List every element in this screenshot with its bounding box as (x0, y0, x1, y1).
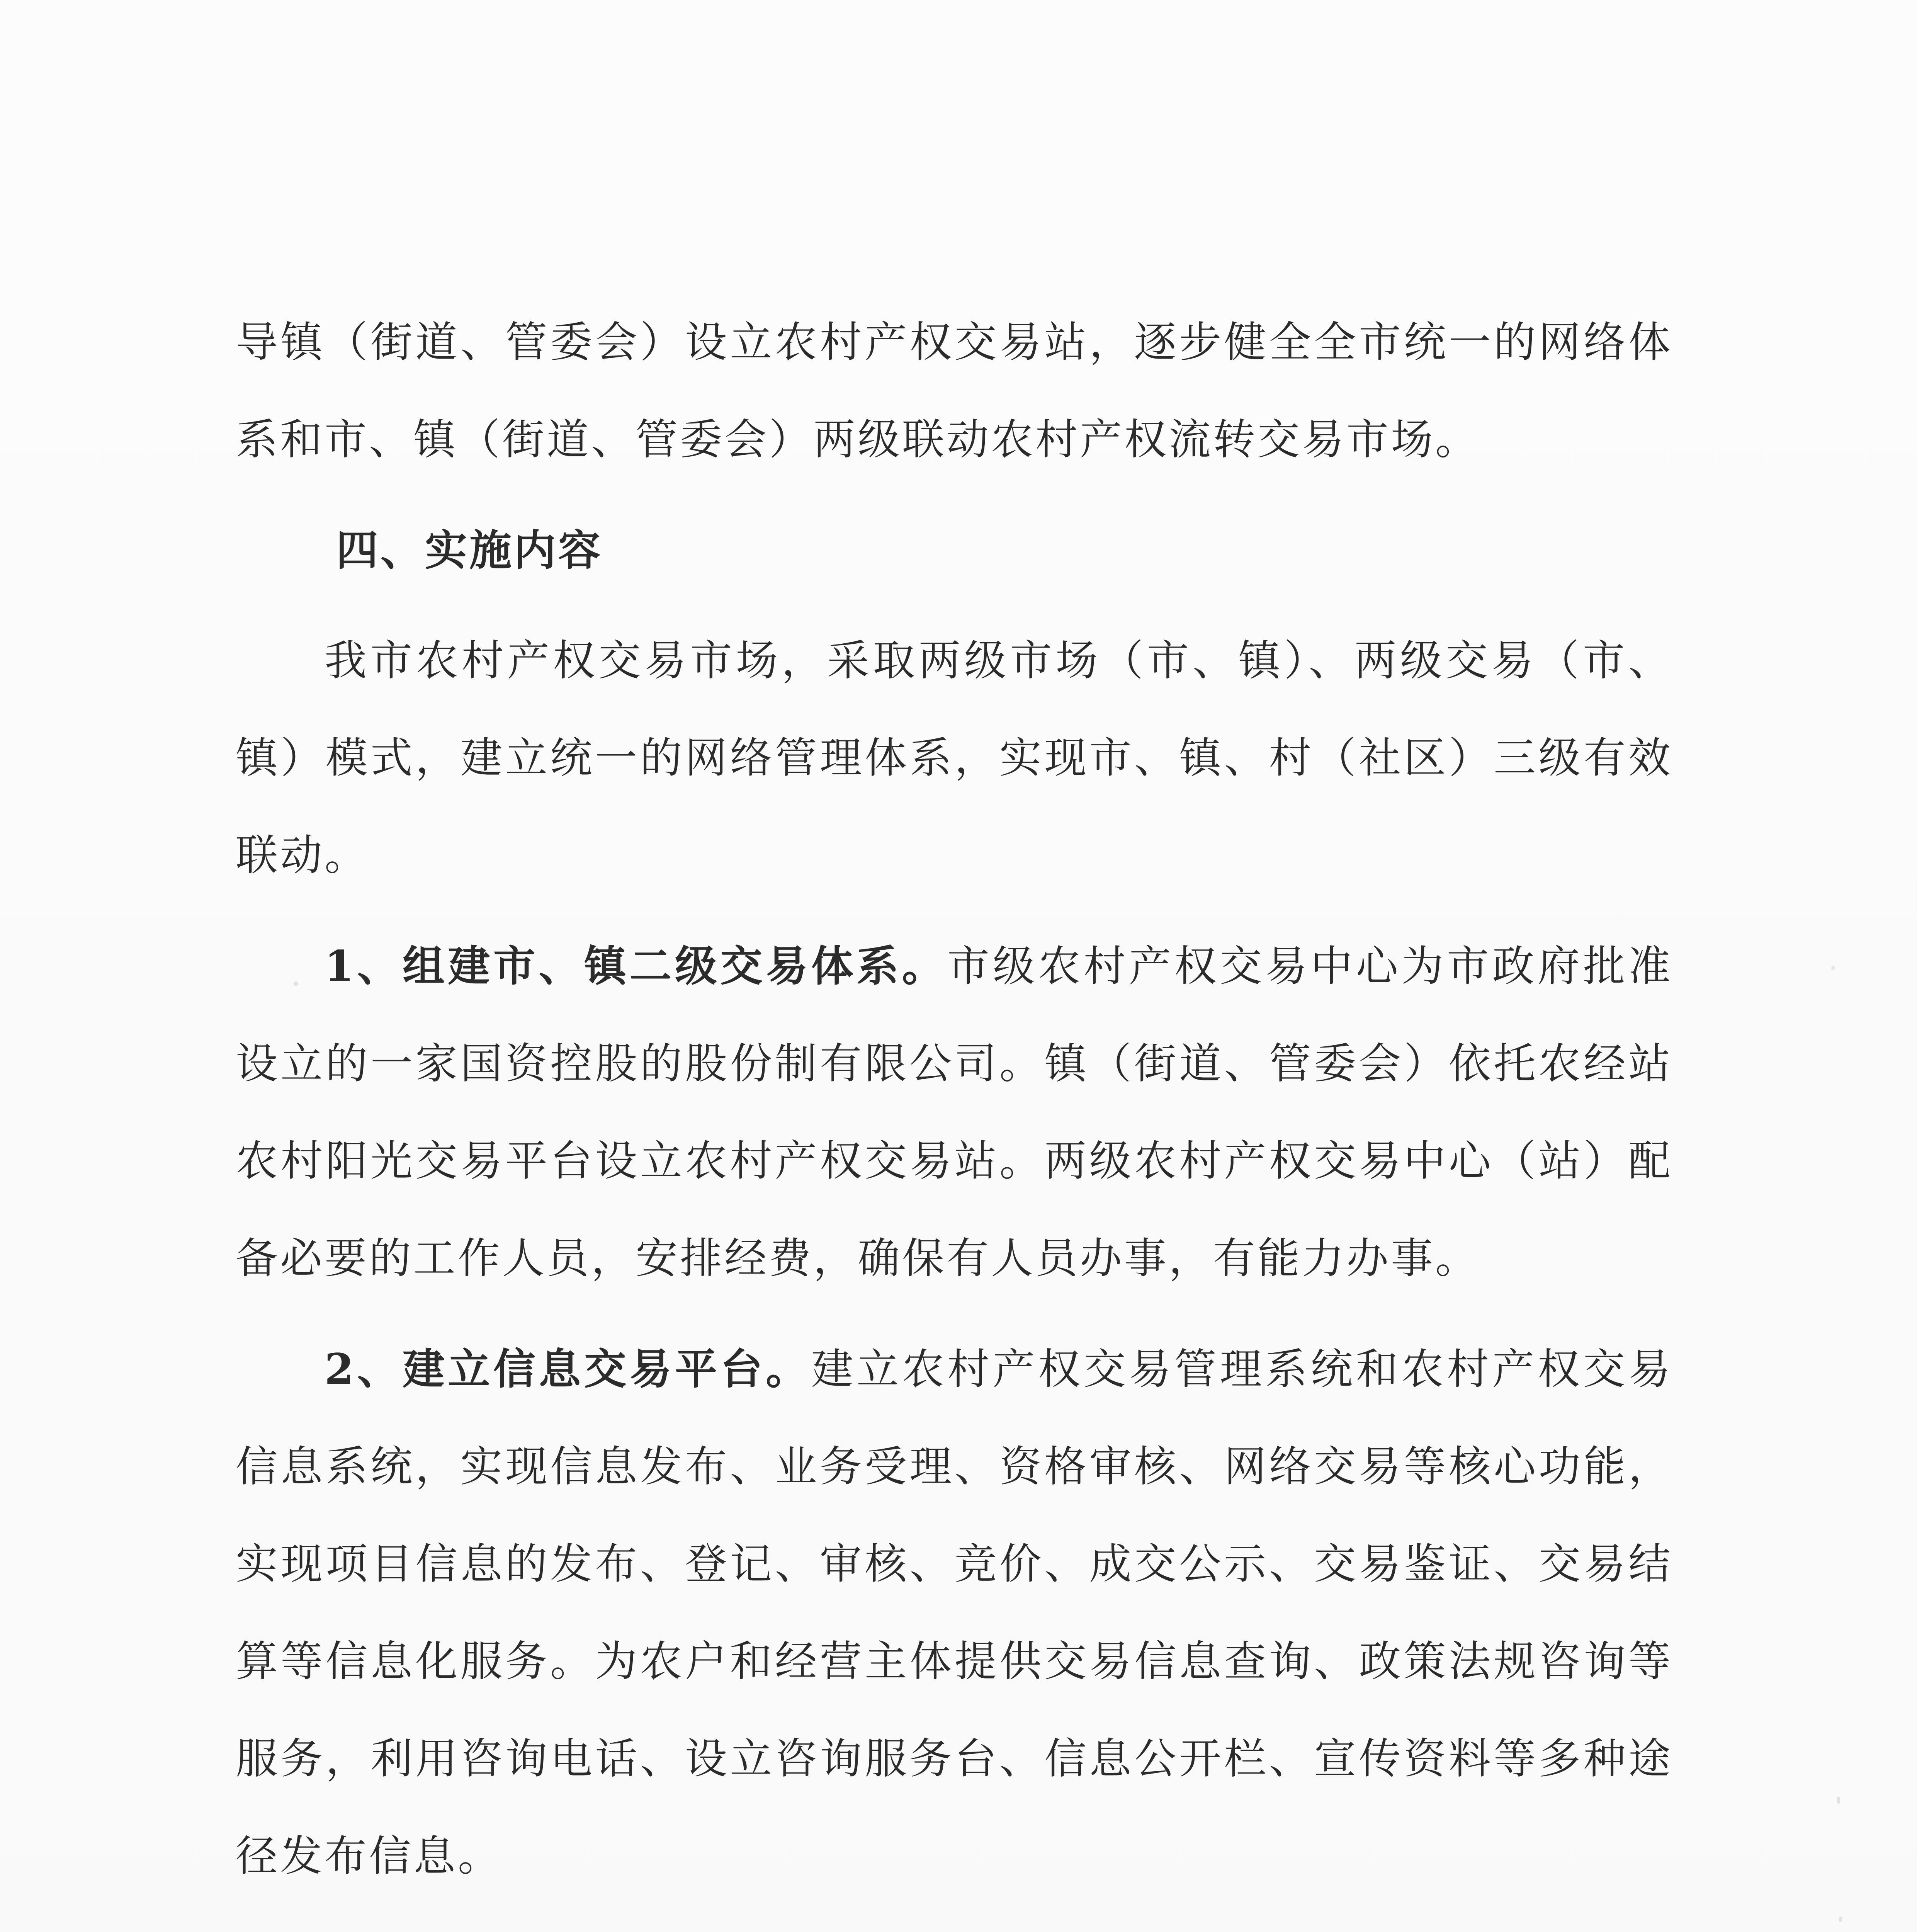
paragraph-body-text: 市级农村产权交易中心为市政府批准设立的一家国资控股的股份制有限公司。镇（街道、管委会）依托农经站农村阳光交易平台设立农村产权交易站。两级农村产权交易中心（站）配备必要的工作人员，安排经费，确保有人员办事，有能力办事。 (236, 942, 1673, 1283)
paragraph-lead-text: 2、建立信息交易平台。 (325, 1344, 811, 1394)
scan-speck (1831, 966, 1835, 970)
numbered-paragraph-3 (236, 1918, 1673, 1932)
paragraph-body-text: 建立农村产权交易管理系统和农村产权交易信息系统，实现信息发布、业务受理、资格审核、网络交易等核心功能，实现项目信息的发布、登记、审核、竞价、成交公示、交易鉴证、交易结算等信息化服务。为农户和经营主体提供交易信息查询、政策法规咨询等服务，利用咨询电话、设立咨询服务台、信息公开栏、宣传资料等多种途径发布信息。 (236, 1345, 1673, 1881)
paragraph-continuation (236, 294, 1673, 488)
scan-speck (1839, 1917, 1842, 1922)
paragraph-text: 我市农村产权交易市场，采取两级市场（市、镇）、两级交易（市、镇）模式，建立统一的网络管理体系，实现市、镇、村（社区）三级有效联动。 (236, 636, 1673, 880)
numbered-paragraph-2 (236, 1320, 1673, 1905)
section-heading (236, 502, 1673, 599)
document-body (236, 294, 1673, 1932)
scan-speck (1837, 1797, 1840, 1804)
paragraph-lead-text: 1、组建市、镇二级交易体系。 (325, 941, 948, 991)
numbered-paragraph-1 (236, 917, 1673, 1307)
paragraph-text: 导镇（街道、管委会）设立农村产权交易站，逐步健全全市统一的网络体系和市、镇（街道、管委会）两级联动农村产权流转交易市场。 (236, 318, 1673, 464)
scan-speck (294, 981, 298, 986)
section-heading-text: 四、实施内容 (336, 526, 603, 575)
intro-paragraph (236, 612, 1673, 904)
